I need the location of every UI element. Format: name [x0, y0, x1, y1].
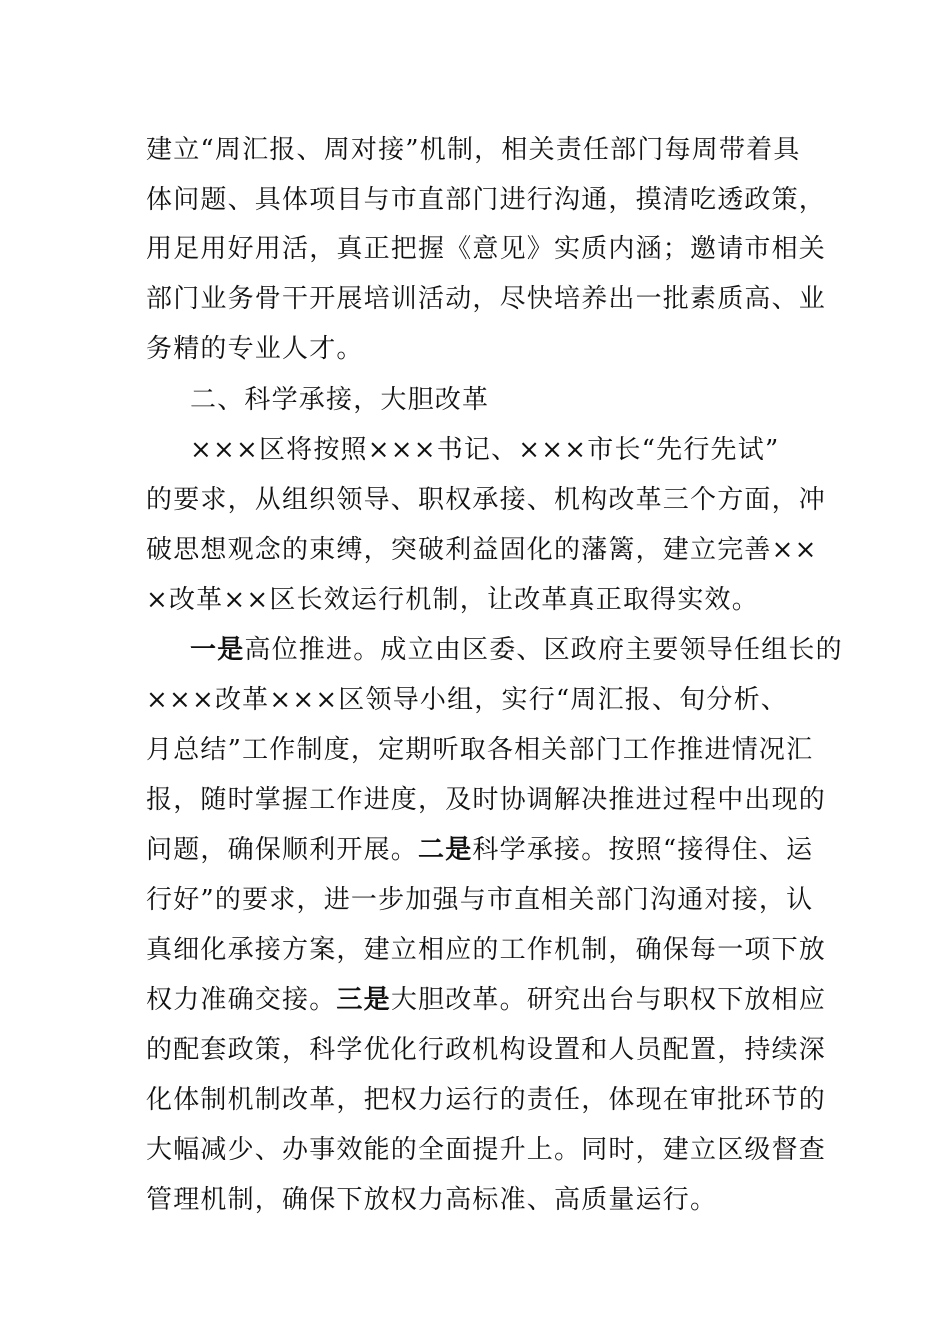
- text-line: 管理机制，确保下放权力高标准、高质量运行。: [146, 1185, 718, 1215]
- text-line: 月总结”工作制度，定期听取各相关部门工作推进情况汇: [146, 735, 814, 765]
- text-line: 建立“周汇报、周对接”机制，相关责任部门每周带着具: [146, 135, 801, 165]
- text-line: 用足用好用活，真正把握《意见》实质内涵；邀请市相关: [146, 234, 827, 264]
- text-line: 大幅减少、办事效能的全面提升上。同时，建立区级督查: [146, 1135, 827, 1165]
- text-line: 部门业务骨干开展培训活动，尽快培养出一批素质高、业: [146, 284, 827, 314]
- text-line: 真细化承接方案，建立相应的工作机制，确保每一项下放: [146, 935, 827, 965]
- section-heading: 二、科学承接，大胆改革: [190, 385, 490, 415]
- text-line: 行好”的要求，进一步加强与市直相关部门沟通对接，认: [146, 885, 814, 915]
- text-line: 的要求，从组织领导、职权承接、机构改革三个方面，冲: [146, 485, 827, 515]
- text-line: 的配套政策，科学优化行政机构设置和人员配置，持续深: [146, 1035, 827, 1065]
- text-line: 报，随时掌握工作进度，及时协调解决推进过程中出现的: [146, 785, 827, 815]
- text-line: 务精的专业人才。: [146, 334, 364, 364]
- emphasis: 三是: [336, 985, 391, 1015]
- text-line: 破思想观念的束缚，突破利益固化的藩篱，建立完善××: [146, 535, 818, 565]
- text-line: ×改革××区长效运行机制，让改革真正取得实效。: [146, 585, 759, 615]
- text-line: ×××改革×××区领导小组，实行“周汇报、旬分析、: [146, 685, 789, 715]
- emphasis: 一是: [190, 635, 245, 665]
- text-line: ×××区将按照×××书记、×××市长“先行先试”: [190, 435, 780, 465]
- text-line: 权力准确交接。三是大胆改革。研究出台与职权下放相应: [146, 985, 827, 1015]
- text-line: 一是高位推进。成立由区委、区政府主要领导任组长的: [190, 635, 843, 665]
- text-line: 问题，确保顺利开展。二是科学承接。按照“接得住、运: [146, 835, 814, 865]
- text-line: 体问题、具体项目与市直部门进行沟通，摸清吃透政策，: [146, 185, 827, 215]
- emphasis: 二是: [418, 835, 473, 865]
- text-line: 化体制机制改革，把权力运行的责任，体现在审批环节的: [146, 1085, 827, 1115]
